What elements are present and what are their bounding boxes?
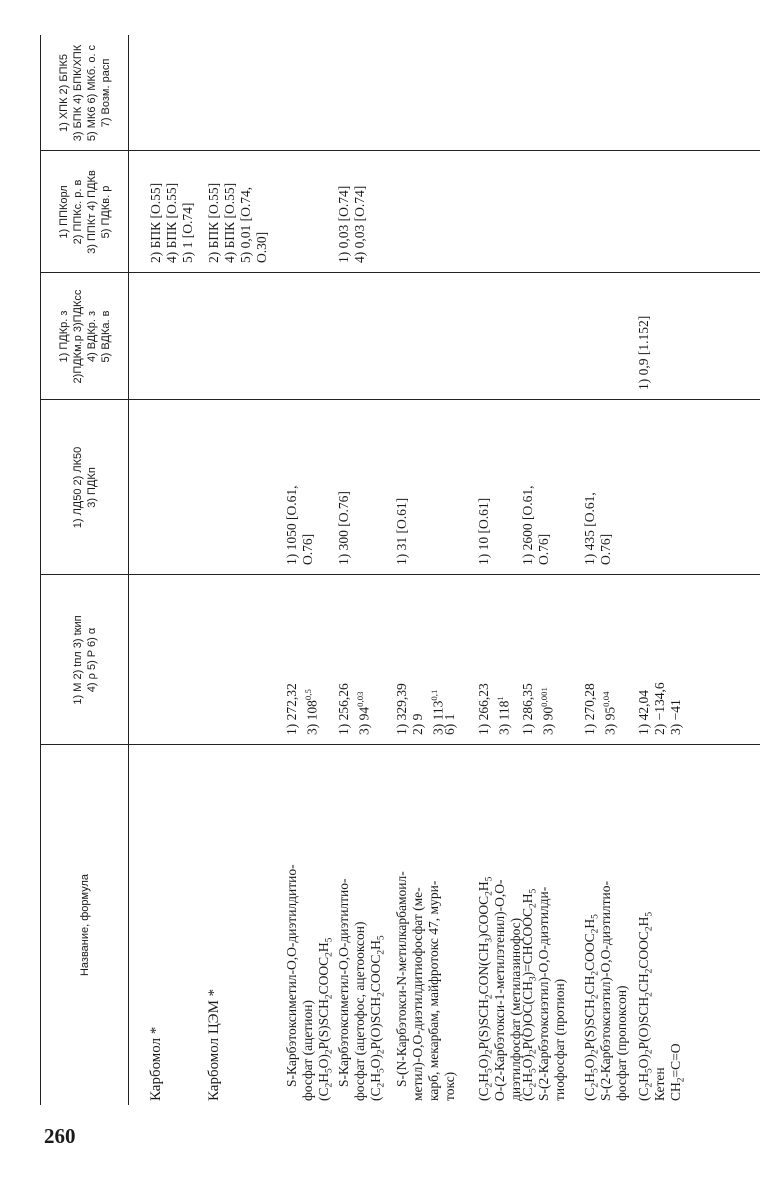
row-3-name-line: фосфат (ацетофос, ацетооксон) [352,921,367,1101]
header-physical-line: 1) M 2) tпл 3) tкип [72,615,84,705]
header-toxic-line: 1) ЛД50 2) ЛК50 [72,446,84,529]
row-2-name-line: $(C_2H_5O)_2P(S)SCH_2COOC_2H_5$ [316,937,335,1101]
row-5-physical-line: 1) 266,23 [476,683,491,735]
row-6-physical-line: 1) 286,35 [520,683,535,735]
header-toxic-line: 3) ПДКп [86,467,98,508]
header-air-line: 4) ВДКр. з [86,310,98,363]
header-hazard-line: 1) ХПК 2) БПК5 [58,53,70,133]
row-3-physical-line: 3) 94$^{0,03}$ [355,691,372,735]
row-2-physical-line: 1) 272,32 [284,683,299,735]
row-6-name-line: $(C_2H_5O)_2P(O)OC(CH_3)=CHCOOC_2H_5$ [520,888,539,1101]
row-7-physical-line: 3) 95$^{0,04}$ [601,691,618,735]
row-1-water-line: 2) БПК [О.55] [206,182,221,263]
row-7-toxic-line: О.76] [598,533,613,565]
column-divider [40,150,760,151]
row-3-toxic-line: 1) 300 [О.76] [336,491,351,565]
row-3-water-line: 1) 0,03 [О.74] [336,185,351,263]
row-8-name-line: Кетен [652,1067,667,1101]
header-name-line: Название, формула [79,873,91,977]
header-water-line: 2) ППКс. р. в [72,179,84,245]
header-air [44,273,126,400]
row-2-name-line: S-Карбэтоксиметил-О,О-диэтилдитио- [284,864,299,1087]
header-water [44,151,126,273]
row-6-name-line: S-(2-Карбэтоксиэтил)-О,О-диэтилди- [536,886,551,1101]
row-1-water-line: 5) 0,01 [О.74, [238,186,253,263]
header-hazard-line: 3) БПК 4) БПК/ХПК [72,44,84,142]
header-air-line: 2)ПДКм.р 3)ПДКсс [72,289,84,384]
page-number: 260 [44,1124,76,1148]
row-3-water-line: 4) 0,03 [О.74] [352,185,367,263]
header-hazard-line: 7) Возм. расп [100,58,112,128]
row-5-toxic-line: 1) 10 [О.61] [476,497,491,565]
row-6-name-line: тиофосфат (протион) [552,978,567,1101]
row-1-name-line: Карбомол ЦЭМ * [206,988,222,1101]
header-water-line: 5) ПДКв. р [100,185,112,239]
row-8-physical-line: 2) −134,6 [652,682,667,735]
row-4-physical-line: 3) 113$^{0,1}$ [429,689,446,735]
row-2-physical-line: 3) 108$^{0,5}$ [303,689,320,735]
row-7-name-line: $(C_2H_5O)_2P(S)SCH_2CH_2COOC_2H_5$ [582,914,601,1101]
header-air-line: 1) ПДКр. з [58,310,70,363]
row-4-name-line: S-(N-Карбэтокси-N-метилкарбамоил- [394,871,409,1087]
row-4-physical-line: 2) 9 [410,713,425,735]
row-8-name-line: $(C_2H_5O)_2P(O)SCH_2CH_2COOC_2H_5$ [636,911,655,1101]
row-7-toxic-line: 1) 435 [О.61, [582,492,597,565]
row-7-name-line: фосфат (пропоксон) [614,985,629,1101]
row-3-physical-line: 1) 256,26 [336,683,351,735]
column-divider [40,744,760,745]
column-divider [40,574,760,575]
row-6-toxic-line: 1) 2600 [О.61, [520,485,535,565]
table-top-rule [40,35,41,1105]
row-1-water-line: О.30] [254,231,269,263]
row-7-physical-line: 1) 270,28 [582,683,597,735]
row-8-air-line: 1) 0,9 [1.152] [636,315,651,390]
row-2-toxic-line: 1) 1050 [О.61, [284,485,299,565]
row-5-name-line: диэтилфосфат (метилазинофос) [508,917,523,1101]
row-1-water-line: 4) БПК [О.55] [222,182,237,263]
row-3-name-line: $(C_2H_5O)_2P(O)SCH_2COOC_2H_5$ [368,935,387,1101]
row-4-name-line: карб, мекарбам, майфротокс 47, мури- [426,880,441,1101]
row-0-water-line: 5) 1 [О.74] [180,202,195,263]
row-0-water-line: 4) БПК [О.55] [164,182,179,263]
row-5-name-line: О-(2-Карбэтокси-1-метилэтенил)-О,О- [492,879,507,1101]
row-4-physical-line: 6) 1 [442,713,457,735]
row-8-name-line: $CH_2=C=O$ [668,1043,687,1101]
row-2-name-line: фосфат (ацетион) [300,1000,315,1101]
row-0-water-line: 2) БПК [О.55] [148,182,163,263]
row-4-toxic-line: 1) 31 [О.61] [394,497,409,565]
row-6-physical-line: 3) 90$^{0,001}$ [539,687,556,735]
column-divider [40,272,760,273]
header-name [44,745,126,1105]
header-hazard [44,35,126,151]
row-8-physical-line: 1) 42,04 [636,690,651,735]
header-bottom-rule [128,35,129,1105]
row-2-toxic-line: О.76] [300,533,315,565]
header-toxic [44,400,126,575]
header-physical [44,575,126,745]
row-4-name-line: метил)-О,О-диэтилдитиофосфат (ме- [410,887,425,1101]
header-physical-line: 4) ρ 5) P 6) α [86,627,98,693]
header-water-line: 3) ППКт 4) ПДКв [86,170,98,254]
row-4-name-line: токс) [442,1071,457,1101]
column-divider [40,399,760,400]
row-5-name-line: $(C_2H_5O)_2P(S)SCH_2CON(CH_3)COOC_2H_5$ [476,876,495,1101]
row-0-name-line: Карбомол * [148,1026,164,1101]
row-6-toxic-line: О.76] [536,533,551,565]
row-5-physical-line: 3) $118^1$ [495,696,512,735]
row-3-name-line: S-Карбэтоксиметил-О,О-диэтилтио- [336,878,351,1087]
header-hazard-line: 5) МК6 6) МКб. о. с [86,44,98,142]
header-air-line: 5) ВДКа. в [100,310,112,363]
row-7-name-line: S-(2-Карбэтоксиэтил)-О,О-диэтилтио- [598,880,613,1101]
row-8-physical-line: 3) −41 [668,699,683,735]
row-4-physical-line: 1) 329,39 [394,683,409,735]
header-water-line: 1) ППКорл [58,185,70,239]
